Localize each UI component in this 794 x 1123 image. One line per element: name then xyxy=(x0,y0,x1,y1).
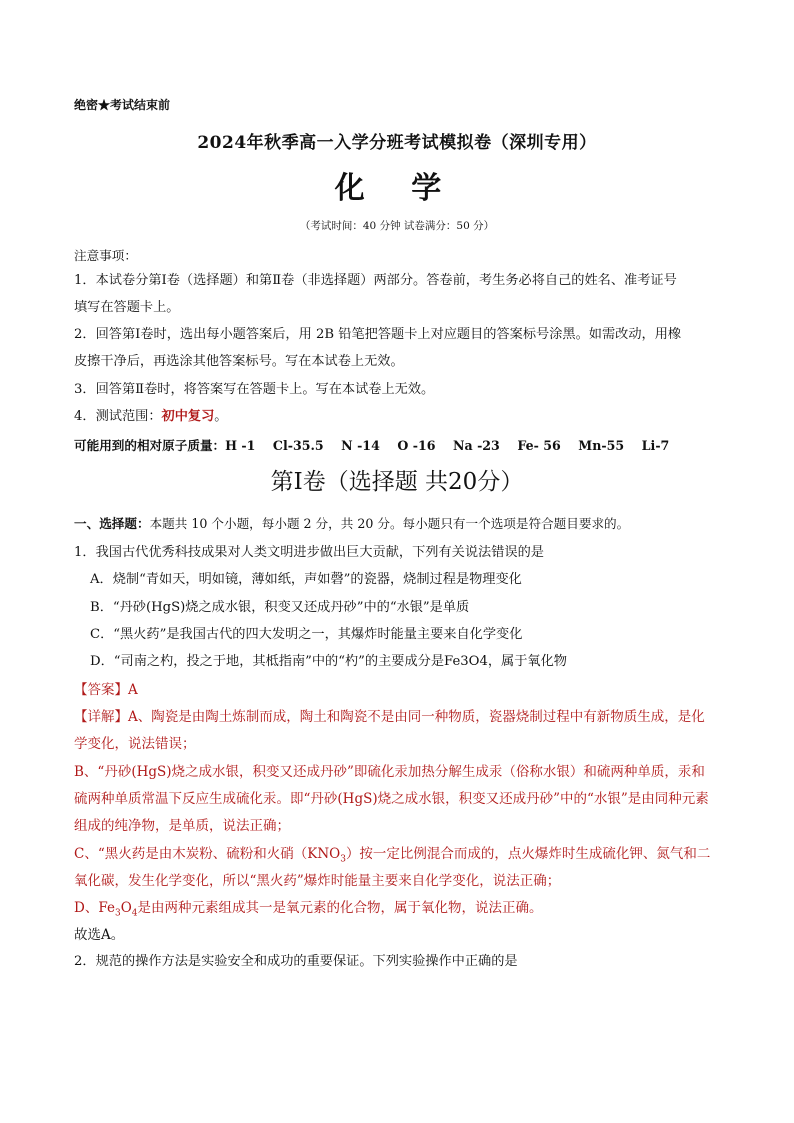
question-1-option-c: C．“黑火药”是我国古代的四大发明之一，其爆炸时能量主要来自化学变化 xyxy=(90,627,523,642)
detail-line: 【详解】A、陶瓷是由陶土炼制而成，陶土和陶瓷不是由同一种物质，瓷器烧制过程中有新物质生成，是化 xyxy=(74,709,705,725)
detail-line-c xyxy=(74,842,710,865)
section-desc-text: 本题共 10 个小题，每小题 2 分，共 20 分。每小题只有一个选项是符合题目要求的。 xyxy=(149,516,630,531)
exam-info: （考试时间：40 分钟 试卷满分：50 分） xyxy=(299,220,495,232)
note-scope xyxy=(74,403,227,430)
detail-d-text: D、Fe xyxy=(74,900,115,916)
question-1-option-b: B．“丹砂(HgS)烧之成水银，积变又还成丹砂”中的“水银”是单质 xyxy=(90,600,470,615)
answer: 【答案】A xyxy=(74,682,138,698)
detail-c-text-end: ）按一定比例混合而成的，点火爆炸时生成硫化钾、氮气和二 xyxy=(345,846,711,862)
detail-d-text-end: 是由两种元素组成其一是氧元素的化合物，属于氧化物，说法正确。 xyxy=(137,900,543,916)
section-desc-label: 一、选择题： xyxy=(74,516,150,531)
detail-c-text: C、“黑火药是由木炭粉、硫粉和火硝（KNO xyxy=(74,846,341,862)
detail-line: 组成的纯净物，是单质，说法正确； xyxy=(74,818,290,834)
note-line: 2．回答第Ⅰ卷时，选出每小题答案后，用 2B 铅笔把答题卡上对应题目的答案标号涂黑。如需改动，用橡 xyxy=(74,327,682,342)
scope-label: 4．测试范围： xyxy=(74,409,162,424)
note-line: 填写在答题卡上。 xyxy=(74,300,180,315)
secret-mark: 绝密★考试结束前 xyxy=(74,98,171,112)
detail-c-sub: 3 xyxy=(340,854,346,865)
detail-line-d xyxy=(74,896,543,919)
atomic-masses: 可能用到的相对原子质量：H -1 Cl-35.5 N -14 O -16 Na -23 Fe- 56 Mn-55 Li-7 xyxy=(74,438,670,453)
note-line: 1．本试卷分第Ⅰ卷（选择题）和第Ⅱ卷（非选择题）两部分。答卷前，考生务必将自己的姓名、准考证号 xyxy=(74,273,677,288)
detail-line: 学变化，说法错误； xyxy=(74,736,196,752)
detail-d-sub: 4 xyxy=(131,908,138,919)
note-line: 3．回答第Ⅱ卷时，将答案写在答题卡上。写在本试卷上无效。 xyxy=(74,382,435,397)
notes-heading: 注意事项： xyxy=(74,248,137,263)
section-title: 第Ⅰ卷（选择题 共20分） xyxy=(270,469,524,495)
conclusion: 故选A。 xyxy=(74,927,125,943)
question-1-stem: 1．我国古代优秀科技成果对人类文明进步做出巨大贡献，下列有关说法错误的是 xyxy=(74,545,544,560)
note-line: 皮擦干净后，再选涂其他答案标号。写在本试卷上无效。 xyxy=(74,354,404,369)
question-1-option-d: D．“司南之杓，投之于地，其柢指南”中的“杓”的主要成分是Fe3O4，属于氧化物 xyxy=(90,654,567,669)
detail-d-sub: 3 xyxy=(114,908,121,919)
question-1-option-a: A．烧制“青如天，明如镜，薄如纸，声如磬”的瓷器，烧制过程是物理变化 xyxy=(90,572,522,587)
scope-value: 初中复习 xyxy=(161,409,215,424)
question-2-stem: 2．规范的操作方法是实验安全和成功的重要保证。下列实验操作中正确的是 xyxy=(74,954,518,969)
detail-line: 氧化碳，发生化学变化，所以“黑火药”爆炸时能量主要来自化学变化，说法正确； xyxy=(74,873,561,889)
detail-d-o: O xyxy=(120,900,132,916)
subject-title: 化 学 xyxy=(334,171,460,206)
detail-line: 硫两种单质常温下反应生成硫化汞。即“丹砂(HgS)烧之成水银，积变又还成丹砂”中的“水银”是由同种元素 xyxy=(74,791,709,807)
scope-end: 。 xyxy=(214,409,228,424)
detail-line: B、“丹砂(HgS)烧之成水银，积变又还成丹砂”即硫化汞加热分解生成汞（俗称水银）和硫两种单质，汞和 xyxy=(74,764,705,780)
section-desc xyxy=(74,513,629,532)
exam-title: 2024年秋季高一入学分班考试模拟卷（深圳专用） xyxy=(197,133,597,153)
